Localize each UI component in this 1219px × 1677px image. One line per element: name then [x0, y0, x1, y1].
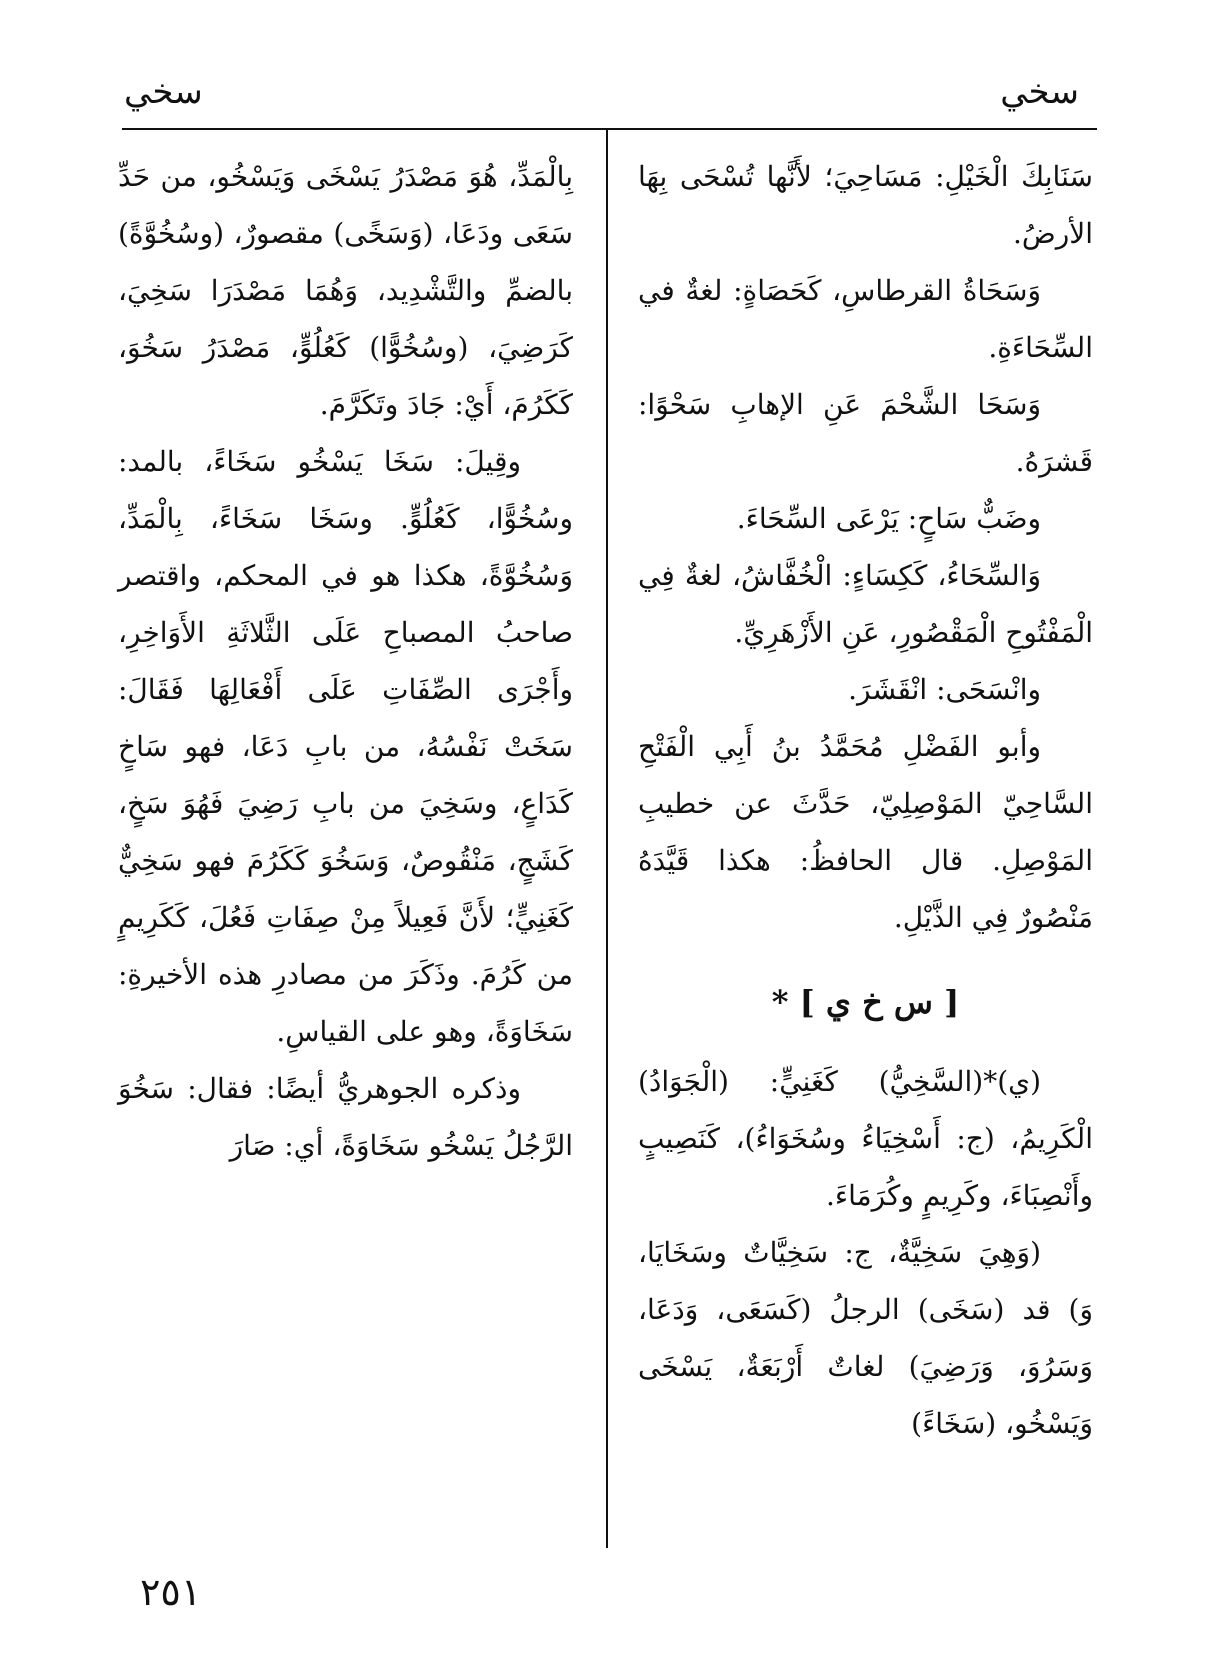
left-column [118, 148, 573, 1174]
running-head-right: سخي [1000, 72, 1079, 112]
column-divider [606, 128, 608, 1548]
section-heading: [ س خ ي ] * [771, 983, 960, 1021]
paragraph: وَالسِّحَاءُ، كَكِسَاءٍ: الْخُفَّاشُ، لغةٌ فِي الْمَفْتُوحِ الْمَقْصُورِ، عَنِ الأَزْهَرِيِّ. [638, 559, 1093, 649]
entry-paragraph: (وَهِيَ سَخِيَّةٌ، ج: سَخِيَّاتٌ وسَخَايَا، وَ) قد (سَخَى) الرجلُ (كَسَعَى، وَدَعَا، وَسَرُوَ، وَرَضِيَ) لغاتٌ أَرْبَعَةٌ، يَسْخَى وَيَسْخُو، (سَخَاءً) [638, 1236, 1093, 1440]
running-head-left: سخي [124, 72, 203, 112]
paragraph: بِالْمَدِّ، هُوَ مَصْدَرُ يَسْخَى وَيَسْخُو، من حَدِّ سَعَى ودَعَا، (وَسَخًى) مقصورٌ، (وسُخُوَّةً) بالضمِّ والتَّشْدِيد، وَهُمَا مَصْدَرَا سَخِيَ، كَرَضِيَ، (وسُخُوًّا) كَعُلُوٍّ، مَصْدَرُ سَخُوَ، كَكَرُمَ، أَيْ: جَادَ وتَكَرَّمَ. [118, 160, 573, 421]
paragraph: وانْسَحَى: انْقَشَرَ. [848, 673, 1041, 706]
page-number: ٢٥١ [140, 1570, 202, 1614]
paragraph: وقِيلَ: سَخَا يَسْخُو سَخَاءً، بالمد: وسُخُوًّا، كَعُلُوٍّ. وسَخَا سَخَاءً، بِالْمَدِّ، وَسُخُوَّةً، هكذا هو في المحكم، واقتصر صاحبُ المصباحِ عَلَى الثَّلاثَةِ الأَوَاخِرِ، وأَجْرَى الصِّفَاتِ عَلَى أَفْعَالِهَا فَقَالَ: سَخَتْ نَفْسُهُ، من بابِ دَعَا، فهو سَاخٍ كَدَاعٍ، وسَخِيَ من بابِ رَضِيَ فَهُوَ سَخٍ، كَشَجٍ، مَنْقُوصٌ، وَسَخُوَ كَكَرُمَ فهو سَخِيٌّ كَغَنِيٍّ؛ لأَنَّ فَعِيلاً مِنْ صِفَاتِ فَعُلَ، كَكَرِيمٍ من كَرُمَ. وذَكَرَ من مصادرِ هذه الأخيرةِ: سَخَاوَةً، وهو على القياسِ. [118, 445, 573, 1048]
entry-paragraph: (ي)*(السَّخِيُّ) كَغَنِيٍّ: (الْجَوَادُ) الْكَرِيمُ، (ج: أَسْخِيَاءُ وسُخَوَاءُ)، كَنَصِيبٍ وأَنْصِبَاءَ، وكَرِيمٍ وكُرَمَاءَ. [638, 1065, 1093, 1212]
header-rule [122, 128, 1097, 130]
paragraph: وَسَحَاةُ القرطاسِ، كَحَصَاةٍ: لغةٌ في السِّحَاءَةِ. [638, 274, 1093, 364]
paragraph: سَنَابِكَ الْخَيْلِ: مَسَاحِيَ؛ لأَنَّها تُسْحَى بِهَا الأرضُ. [638, 160, 1093, 250]
paragraph: وَسَحَا الشَّحْمَ عَنِ الإهابِ سَحْوًا: قَشرَهُ. [638, 388, 1093, 478]
paragraph: وذكره الجوهريُّ أيضًا: فقال: سَخُوَ الرَّجُلُ يَسْخُو سَخَاوَةً، أي: صَارَ [118, 1072, 573, 1162]
paragraph: وأبو الفَضْلِ مُحَمَّدُ بنُ أَبِي الْفَتْحِ السَّاحِيّ المَوْصِلِيّ، حَدَّثَ عن خطيبِ المَوْصِلِ. قال الحافظُ: هكذا قَيَّدَهُ مَنْصُورٌ فِي الذَّيْلِ. [638, 730, 1093, 934]
right-column [638, 148, 1093, 1452]
paragraph: وضَبٌّ سَاحٍ: يَرْعَى السِّحَاءَ. [736, 502, 1041, 535]
